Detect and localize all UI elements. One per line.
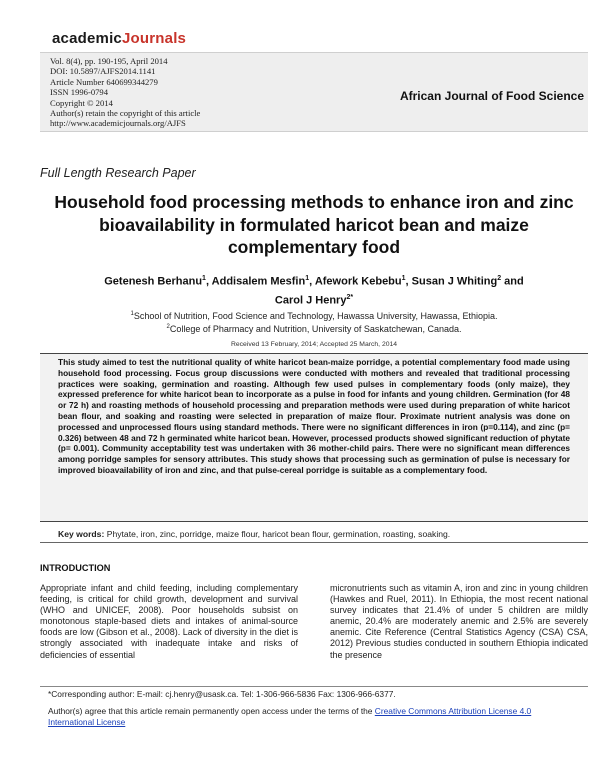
meta-issn: ISSN 1996-0794 bbox=[50, 87, 109, 98]
meta-article-number: Article Number 640699344279 bbox=[50, 76, 158, 87]
affiliation-marker: 1 bbox=[130, 311, 134, 317]
publisher-logo bbox=[52, 30, 186, 47]
abstract-text: This study aimed to test the nutritional quality of white haricot bean-maize porridge, a potential complementary food made using household food processing. Focus group discussions were conducted with mothers and revealed that traditional processing practices were soaking, germination and roasting. Although few used pulses in complementary foods (only maize), they expressed preference for white haricot bean to incorporate as a pulse in food for infants and young children. Germination (for 48 or 72 h) and roasting methods of household processing and preparation methods were used during preparation of white haricot bean flour, and soaking and roasting were selected in preparation of maize flour. Proximate nutrient analysis was done on processed and unprocessed flours using standard methods. There were no significant differences in iron (p=0.114), and zinc (p= 0.326) between 48 and 72 h germinated white haricot bean. However, processed products showed significant reduction of phytate (p= 0.001). Community acceptability test was undertaken with 36 mother-child pairs. There were no significant mean differences among porridge samples for sensory attributes. This study shows that processing such as germination of pulse is necessary for improved bioavailability of iron and zinc, and that pulse-cereal porridge is suitable as a complementary food. bbox=[58, 357, 570, 475]
meta-list bbox=[50, 56, 200, 129]
author-name: Addisalem Mesfin bbox=[211, 275, 306, 288]
abstract-box bbox=[40, 353, 588, 522]
meta-doi: DOI: 10.5897/AJFS2014.1141 bbox=[50, 66, 156, 77]
intro-column-left: Appropriate infant and child feeding, including complementary feeding, is critical for child growth, development and survival (WHO and UNICEF, 2008). Poor households subsist on monotonous staple-based diets and intakes of animal-source foods are low (Gibson et al., 2008). Lack of diversity in the diet is strongly associated with inadequate intake and risks of deficiencies of essential bbox=[40, 583, 298, 660]
affiliation bbox=[40, 309, 588, 322]
license-text: Author(s) agree that this article remain permanently open access under the terms of the bbox=[48, 706, 375, 716]
intro-column-right: micronutrients such as vitamin A, iron and zinc in young children (Hawkes and Ruel, 2011). In Ethiopia, the most recent national survey indicates that 21.4% of under 5 children are mildly anemic, 20.4% are moderately anemic and 2.5% are severely anemic. Cite Reference (Central Statistics Agency (CSA) CSA, 2012) Previous studies conducted in southern Ethiopia indicated the presence bbox=[330, 583, 588, 660]
keywords-divider bbox=[40, 542, 588, 543]
license-link[interactable]: Creative Commons Attribution License 4.0 International License bbox=[48, 706, 532, 727]
license-note bbox=[48, 706, 578, 727]
author-separator: , bbox=[205, 275, 212, 288]
author-name: Susan J Whiting bbox=[411, 275, 498, 288]
journal-name: African Journal of Food Science bbox=[399, 89, 584, 103]
author-name: Getenesh Berhanu bbox=[104, 275, 203, 288]
author-affil-marker: 1 bbox=[305, 275, 310, 282]
author-affil-marker: 2* bbox=[346, 293, 354, 301]
affiliation-marker: 2 bbox=[166, 324, 170, 330]
logo-part2: Journals bbox=[121, 30, 187, 47]
author-separator: , bbox=[405, 275, 412, 288]
author-name: Afework Kebebu bbox=[314, 275, 402, 288]
author-affil-marker: 1 bbox=[202, 275, 206, 282]
affiliation bbox=[40, 322, 588, 335]
author-separator: , bbox=[309, 275, 315, 288]
footnote-divider bbox=[40, 686, 588, 687]
author-affil-marker: 1 bbox=[401, 275, 406, 282]
meta-volume: Vol. 8(4), pp. 190-195, April 2014 bbox=[50, 56, 168, 66]
paper-type: Full Length Research Paper bbox=[40, 166, 196, 180]
received-dates: Received 13 February, 2014; Accepted 25 March, 2014 bbox=[230, 341, 398, 348]
meta-rights: Author(s) retain the copyright of this article bbox=[50, 108, 201, 119]
meta-copyright: Copyright © 2014 bbox=[50, 97, 113, 108]
affiliations bbox=[40, 309, 588, 335]
author-name: Carol J Henry bbox=[274, 294, 347, 307]
logo-part1: academic bbox=[52, 30, 122, 47]
keywords bbox=[58, 529, 578, 539]
paper-title: Household food processing methods to enhance iron and zinc bioavailability in formulated haricot bean and maize complementary food bbox=[54, 192, 574, 257]
corresponding-author-note: *Corresponding author: E-mail: cj.henry@usask.ca. Tel: 1-306-966-5836 Fax: 1306-966-6377. bbox=[48, 689, 396, 699]
keywords-list: Phytate, iron, zinc, porridge, maize flour, haricot bean flour, germination, roasting, soaking. bbox=[106, 529, 451, 539]
article-meta-box bbox=[40, 52, 588, 132]
keywords-label: Key words: bbox=[58, 529, 105, 539]
affiliation-text: School of Nutrition, Food Science and Technology, Hawassa University, Hawassa, Ethiopia. bbox=[133, 311, 498, 321]
meta-url[interactable]: http://www.academicjournals.org/AJFS bbox=[50, 118, 186, 129]
author-affil-marker: 2 bbox=[497, 275, 502, 282]
author-list bbox=[60, 271, 568, 308]
affiliation-text: College of Pharmacy and Nutrition, University of Saskatchewan, Canada. bbox=[169, 324, 462, 334]
section-heading-introduction: INTRODUCTION bbox=[40, 563, 111, 573]
author-separator: and bbox=[501, 275, 524, 288]
